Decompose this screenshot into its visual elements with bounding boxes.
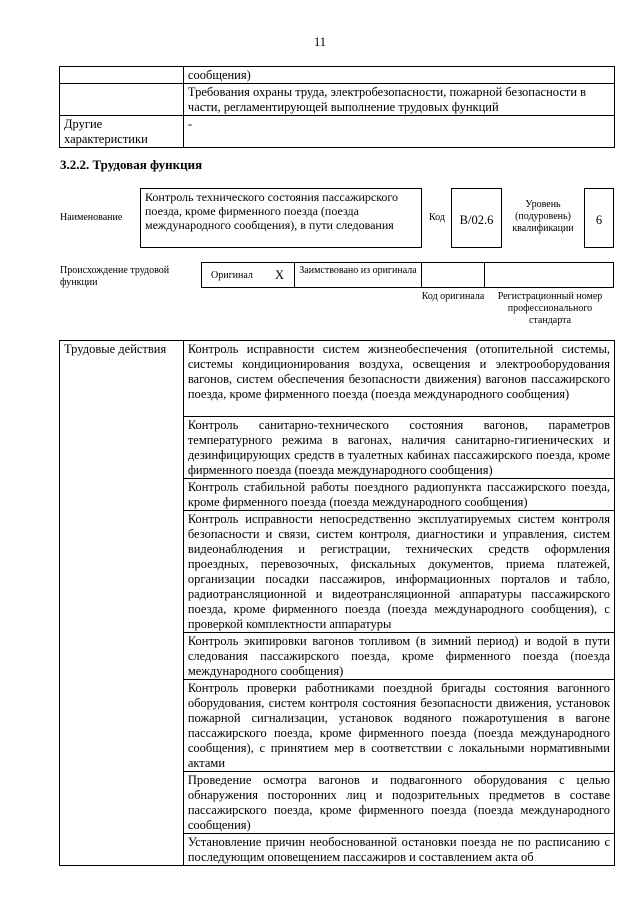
table-row: [60, 116, 615, 148]
code-original-caption: Код оригинала: [421, 291, 485, 302]
origin-label: Происхождение трудовой функции: [60, 265, 170, 288]
original-box: [201, 262, 295, 288]
text-line: части, регламентирующей выполнение трудовых функций: [187, 100, 499, 114]
labor-action-item: Установление причин необоснованной остановки поезда не по расписанию с последующим оповещением пассажиров и составлением акта об: [183, 834, 614, 866]
text-line: сообщения): [187, 68, 251, 82]
labor-actions-table: [59, 340, 615, 866]
name-label: Наименование: [60, 212, 123, 223]
section-heading: 3.2.2. Трудовая функция: [60, 157, 203, 172]
table-cell-text: [183, 84, 614, 116]
table-cell-text: [183, 116, 614, 148]
labor-action-item: Проведение осмотра вагонов и подвагонного оборудования с целью обнаружения посторонних лиц и подозрительных предметов в составе пассажирского поезда, кроме фирменного поезда (поезда международного сообщения): [183, 772, 614, 834]
borrowed-box: Заимствовано из оригинала: [294, 262, 422, 288]
text-line: Требования охраны труда, электробезопасности, пожарной безопасности в: [187, 85, 587, 99]
code-label: Код: [429, 212, 445, 223]
level-label: Уровень (подуровень) квалификации: [512, 199, 574, 234]
reg-number-box: [484, 262, 614, 288]
original-mark: X: [275, 268, 285, 282]
original-label: Оригинал: [211, 270, 253, 281]
table-row: [60, 67, 615, 84]
table-row: [60, 341, 615, 417]
labor-action-item: Контроль экипировки вагонов топливом (в зимний период) и водой в пути следования пассажирского поезда, кроме фирменного поезда (поезда международного сообщения): [183, 633, 614, 680]
page-number: 11: [313, 35, 327, 49]
requirements-table: [59, 66, 615, 148]
text-line: -: [187, 117, 193, 131]
reg-number-caption: Регистрационный номер профессионального стандарта: [497, 291, 603, 326]
code-original-box: [421, 262, 485, 288]
table-row: [60, 84, 615, 116]
function-name-box: Контроль технического состояния пассажирского поезда, кроме фирменного поезда (поезда международного сообщения), в пути следования: [140, 188, 422, 248]
other-characteristics-label: Другие характеристики: [60, 116, 184, 148]
table-cell-text: [183, 67, 614, 84]
qualification-level-box: 6: [584, 188, 614, 248]
labor-action-item: Контроль проверки работниками поездной бригады состояния вагонного оборудования, систем контроля состояния безопасности движения, установок пожарной сигнализации, установок водяного пожаротушения в вагоне пассажирского поезда, кроме фирменного поезда (поезда международного сообщения), с принятием мер в соответствии с локальными нормативными актами: [183, 680, 614, 772]
labor-actions-label: Трудовые действия: [60, 341, 184, 866]
function-code-box: B/02.6: [451, 188, 502, 248]
table-cell-label: [60, 84, 184, 116]
labor-action-item: Контроль санитарно-технического состояния вагонов, параметров температурного режима в вагонах, наличия санитарно-гигиенических и дезинфицирующих средств в туалетных кабинах пассажирского поезда, кроме фирменного поезда (поезда международного сообщения): [183, 417, 614, 479]
labor-action-item: Контроль исправности непосредственно эксплуатируемых систем контроля безопасности и связи, систем контроля, диагностики и управления, систем видеонаблюдения и регистрации, технических средств оформления проездных, перевозочных, фискальных документов, приема платежей, организации посадки пассажиров, информационных порталов и табло, радиотрансляционной и видеотрансляционной аппаратуры пассажирского поезда, кроме фирменного поезда (поезда международного сообщения), с проверкой комплектности аппаратуры: [183, 511, 614, 633]
labor-action-item: Контроль исправности систем жизнеобеспечения (отопительной системы, системы кондиционирования воздуха, освещения и электрооборудования вагонов, систем обеспечения безопасности движения) вагонов пассажирского поезда, кроме фирменного поезда (поезда международного сообщения): [183, 341, 614, 417]
table-cell-label: [60, 67, 184, 84]
labor-action-item: Контроль стабильной работы поездного радиопункта пассажирского поезда, кроме фирменного поезда (поезда международного сообщения): [183, 479, 614, 511]
